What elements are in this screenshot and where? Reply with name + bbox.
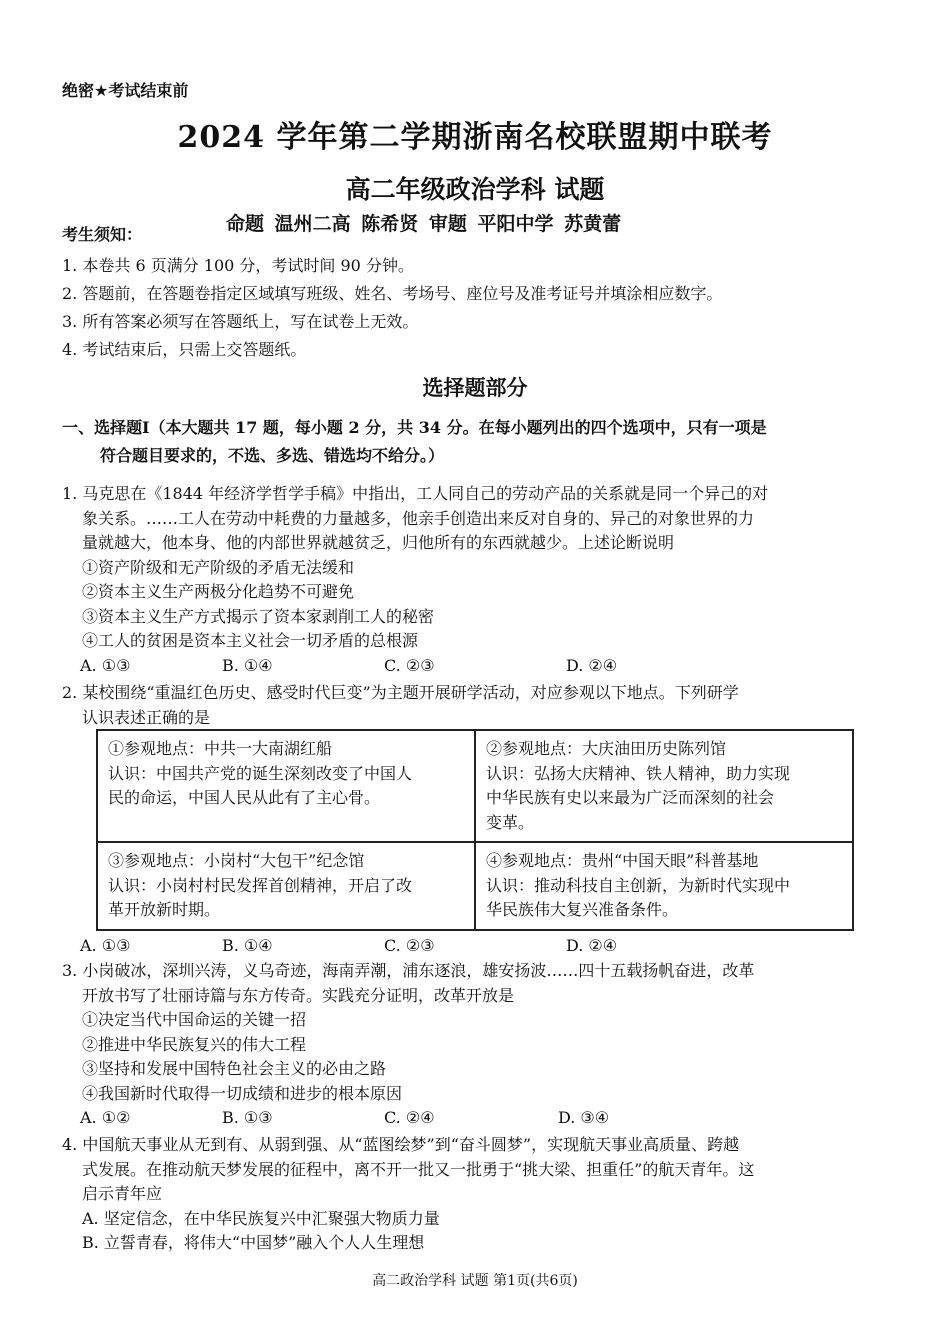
option-a: A. 坚定信念，在中华民族复兴中汇聚强大物质力量 [82,1208,440,1228]
notice-list [62,252,902,364]
question-stem-line: 认识表述正确的是 [82,707,211,727]
site-box-2 [475,730,853,842]
statement-item: ③坚持和发展中国特色社会主义的必由之路 [82,1059,387,1078]
site-line: ④参观地点：贵州“中国天眼”科普基地 [486,851,759,870]
confidential-label: 绝密★考试结束前 [62,81,189,100]
question-4 [62,1133,892,1256]
site-line: ②参观地点：大庆油田历史陈列馆 [486,739,727,758]
option-a: A. ①③ [80,655,131,675]
notice-item: 4. 考试结束后，只需上交答题纸。 [62,340,307,359]
option-b: B. ①④ [222,936,273,955]
question-stem-line: 象关系。……工人在劳动中耗费的力量越多，他亲手创造出来反对自身的、异己的对象世界的力 [82,508,755,528]
question-stem-line: 开放书写了壮丽诗篇与东方传奇。实践充分证明，改革开放是 [82,985,515,1005]
option-d: D. ②④ [566,936,618,955]
site-line: 中华民族有史以来最为广泛而深刻的社会 [486,788,775,807]
section-instructions [62,414,892,470]
notice-item: 3. 所有答案必须写在答题纸上，写在试卷上无效。 [62,312,419,331]
section-line: 符合题目要求的，不选、多选、错选均不给分。） [100,446,445,465]
question-stem-line: 1. 马克思在《1844 年经济学哲学手稿》中指出，工人同自己的劳动产品的关系就是同一个异己的对 [62,484,769,503]
option-d: D. ③④ [558,1108,610,1127]
option-d: D. ②④ [566,655,618,675]
page-footer: 高二政治学科 试题 第1页(共6页) [372,1273,578,1289]
site-line: 认识：中国共产党的诞生深刻改变了中国人 [108,763,413,783]
question-2-options [62,934,892,959]
site-line: 革开放新时期。 [108,900,221,919]
statement-item: ①资产阶级和无产阶级的矛盾无法缓和 [82,557,355,577]
site-box-3 [97,842,475,930]
site-line: 民的命运，中国人民从此有了主心骨。 [108,788,381,807]
answer-options [62,654,892,679]
question-stem-line: 4. 中国航天事业从无到有、从弱到强、从“蓝图绘梦”到“奋斗圆梦”，实现航天事业高质量、跨越 [62,1135,740,1154]
question-stem-line: 3. 小岗破冰，深圳兴涛，义乌奇迹，海南弄潮，浦东逐浪，雄安扬波……四十五载扬帆奋进，改革 [62,961,755,980]
site-line: ①参观地点：中共一大南湖红船 [108,739,333,758]
question-stem-line: 2. 某校围绕“重温红色历史、感受时代巨变”为主题开展研学活动，对应参观以下地点。下列研学 [62,683,739,702]
question-stem-line: 量就越大，他本身、他的内部世界就越贫乏，归他所有的东西就越少。上述论断说明 [82,533,675,552]
option-b: B. ①④ [222,655,273,675]
option-c: C. ②④ [384,1108,435,1127]
question-2 [62,681,892,730]
option-b: B. ①③ [222,1108,273,1127]
statement-item: ④工人的贫困是资本主义社会一切矛盾的总根源 [82,631,419,650]
site-line: 变革。 [486,812,535,832]
authors-line: 命题 温州二高 陈希贤 审题 平阳中学 苏黄蕾 [226,213,622,235]
statement-item: ④我国新时代取得一切成绩和进步的根本原因 [82,1083,403,1103]
notice-item: 1. 本卷共 6 页满分 100 分，考试时间 90 分钟。 [62,256,414,275]
statement-item: ①决定当代中国命运的关键一招 [82,1010,307,1029]
site-line: 华民族伟大复兴准备条件。 [486,900,679,919]
site-line: 认识：弘扬大庆精神、铁人精神，助力实现 [486,763,791,783]
statement-item: ②推进中华民族复兴的伟大工程 [82,1034,307,1054]
section-line: 一、选择题Ⅰ（本大题共 17 题，每小题 2 分，共 34 分。在每小题列出的四个选项中，只有一项是 [62,418,767,437]
part-title: 选择题部分 [422,375,528,400]
question-stem-line: 启示青年应 [82,1184,163,1203]
site-box-1 [97,730,475,842]
answer-options [62,1106,892,1131]
statement-item: ②资本主义生产两极分化趋势不可避免 [82,582,355,601]
site-line: 认识：小岗村村民发挥首创精神，开启了改 [108,875,413,895]
question-3 [62,959,892,1131]
site-line: ③参观地点：小岗村“大包干”纪念馆 [108,851,365,870]
question-stem-line: 式发展。在推动航天梦发展的征程中，离不开一批又一批勇于“挑大梁、担重任”的航天青年。这 [82,1159,755,1179]
site-line: 认识：推动科技自主创新，为新时代实现中 [486,875,791,895]
exam-subtitle: 高二年级政治学科 试题 [345,175,605,204]
option-a: A. ①③ [80,936,131,955]
study-sites-table [96,729,854,931]
question-1 [62,482,892,678]
answer-options [62,934,892,959]
site-box-4 [475,842,853,930]
notice-heading: 考生须知： [62,225,143,244]
exam-title: 2024 学年第二学期浙南名校联盟期中联考 [177,120,773,155]
statement-item: ③资本主义生产方式揭示了资本家剥削工人的秘密 [82,606,435,626]
option-b: B. 立誓青春，将伟大“中国梦”融入个人人生理想 [82,1233,425,1252]
option-a: A. ①② [80,1108,131,1127]
option-c: C. ②③ [384,936,435,955]
notice-item: 2. 答题前，在答题卷指定区域填写班级、姓名、考场号、座位号及准考证号并填涂相应数字。 [62,284,723,303]
option-c: C. ②③ [384,655,435,675]
